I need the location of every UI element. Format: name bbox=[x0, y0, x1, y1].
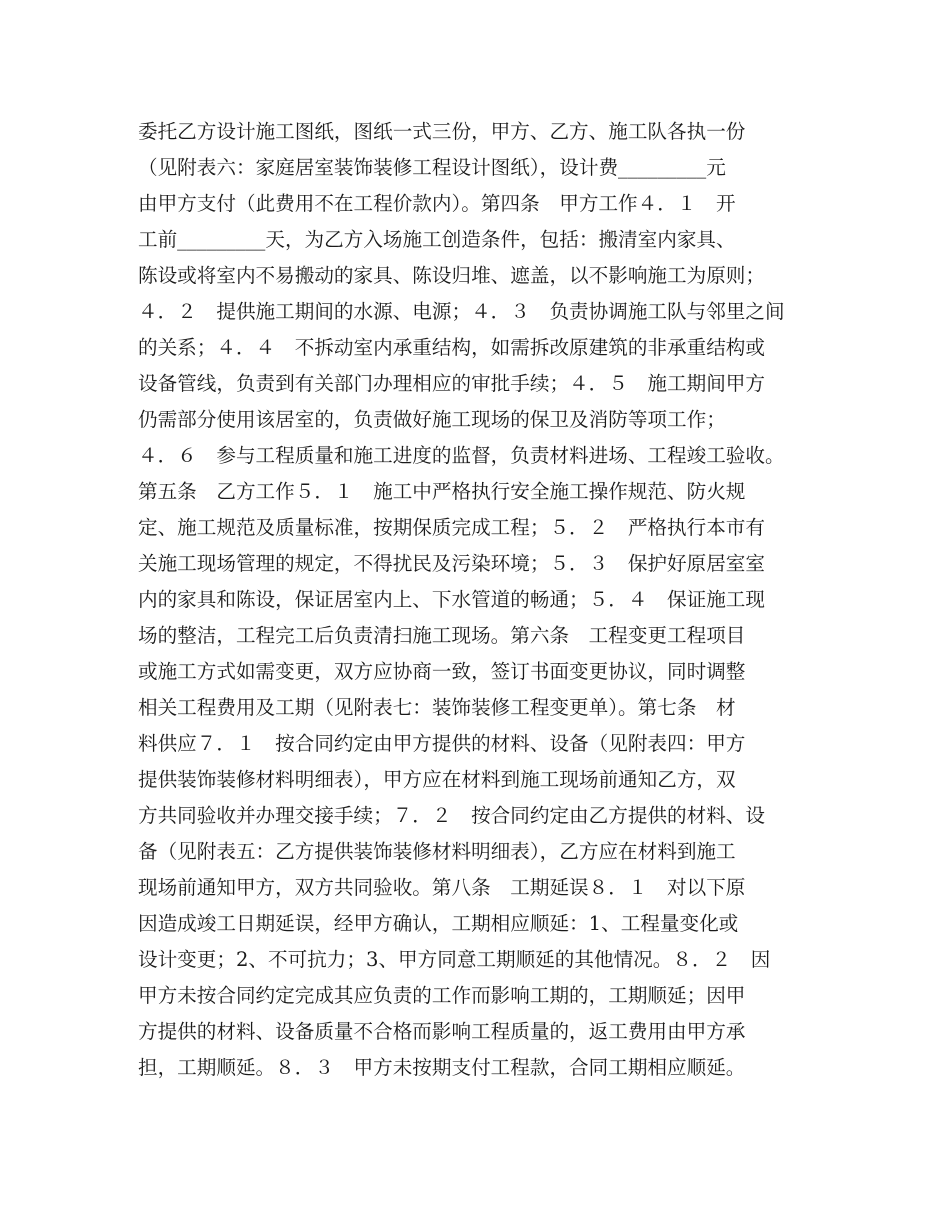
text-line-12: 定、施工规范及质量标准，按期保质完成工程；５．２ 严格执行本市有 bbox=[138, 516, 765, 539]
text-line-23: 因造成竣工日期延误，经甲方确认，工期相应顺延：1、工程量变化或 bbox=[138, 912, 739, 935]
text-line-8: 设备管线，负责到有关部门办理相应的审批手续；４．５ 施工期间甲方 bbox=[138, 372, 765, 395]
text-line-18: 料供应７．１ 按合同约定由甲方提供的材料、设备（见附表四：甲方 bbox=[138, 732, 746, 755]
text-line-1: 委托乙方设计施工图纸，图纸一式三份，甲方、乙方、施工队各执一份 bbox=[138, 120, 746, 143]
text-line-4: 工前_________天，为乙方入场施工创造条件，包括：搬清室内家具、 bbox=[138, 228, 736, 251]
contract-body-text bbox=[138, 114, 828, 1086]
text-line-6: ４．２ 提供施工期间的水源、电源；４．３ 负责协调施工队与邻里之间 bbox=[138, 300, 785, 323]
text-line-24: 设计变更；2、不可抗力；3、甲方同意工期顺延的其他情况。８．２ 因 bbox=[138, 948, 771, 971]
text-line-14: 内的家具和陈设，保证居室内上、下水管道的畅通；５．４ 保证施工现 bbox=[138, 588, 765, 611]
text-line-5: 陈设或将室内不易搬动的家具、陈设归堆、遮盖，以不影响施工为原则； bbox=[138, 264, 765, 287]
text-line-22: 现场前通知甲方，双方共同验收。第八条 工期延误８．１ 对以下原 bbox=[138, 876, 746, 899]
text-line-10: ４．６ 参与工程质量和施工进度的监督，负责材料进场、工程竣工验收。 bbox=[138, 444, 785, 467]
text-line-15: 场的整洁，工程完工后负责清扫施工现场。第六条 工程变更工程项目 bbox=[138, 624, 746, 647]
text-line-20: 方共同验收并办理交接手续；７．２ 按合同约定由乙方提供的材料、设 bbox=[138, 804, 765, 827]
text-line-11: 第五条 乙方工作５．１ 施工中严格执行安全施工操作规范、防火规 bbox=[138, 480, 746, 503]
text-line-3: 由甲方支付（此费用不在工程价款内）。第四条 甲方工作４．１ 开 bbox=[138, 192, 736, 215]
text-line-26: 方提供的材料、设备质量不合格而影响工程质量的，返工费用由甲方承 bbox=[138, 1020, 746, 1043]
text-line-9: 仍需部分使用该居室的，负责做好施工现场的保卫及消防等项工作； bbox=[138, 408, 726, 431]
text-line-27: 担，工期顺延。８．３ 甲方未按期支付工程款，合同工期相应顺延。 bbox=[138, 1056, 746, 1079]
text-line-21: 备（见附表五：乙方提供装饰装修材料明细表），乙方应在材料到施工 bbox=[138, 840, 736, 863]
text-line-7: 的关系；４．４ 不拆动室内承重结构，如需拆改原建筑的非承重结构或 bbox=[138, 336, 765, 359]
text-line-25: 甲方未按合同约定完成其应负责的工作而影响工期的，工期顺延；因甲 bbox=[138, 984, 746, 1007]
text-line-17: 相关工程费用及工期（见附表七：装饰装修工程变更单）。第七条 材 bbox=[138, 696, 736, 719]
text-line-2: （见附表六：家庭居室装饰装修工程设计图纸），设计费_________元 bbox=[138, 156, 726, 179]
text-line-19: 提供装饰装修材料明细表），甲方应在材料到施工现场前通知乙方，双 bbox=[138, 768, 736, 791]
text-line-16: 或施工方式如需变更，双方应协商一致，签订书面变更协议，同时调整 bbox=[138, 660, 746, 683]
text-line-13: 关施工现场管理的规定，不得扰民及污染环境；５．３ 保护好原居室室 bbox=[138, 552, 765, 575]
